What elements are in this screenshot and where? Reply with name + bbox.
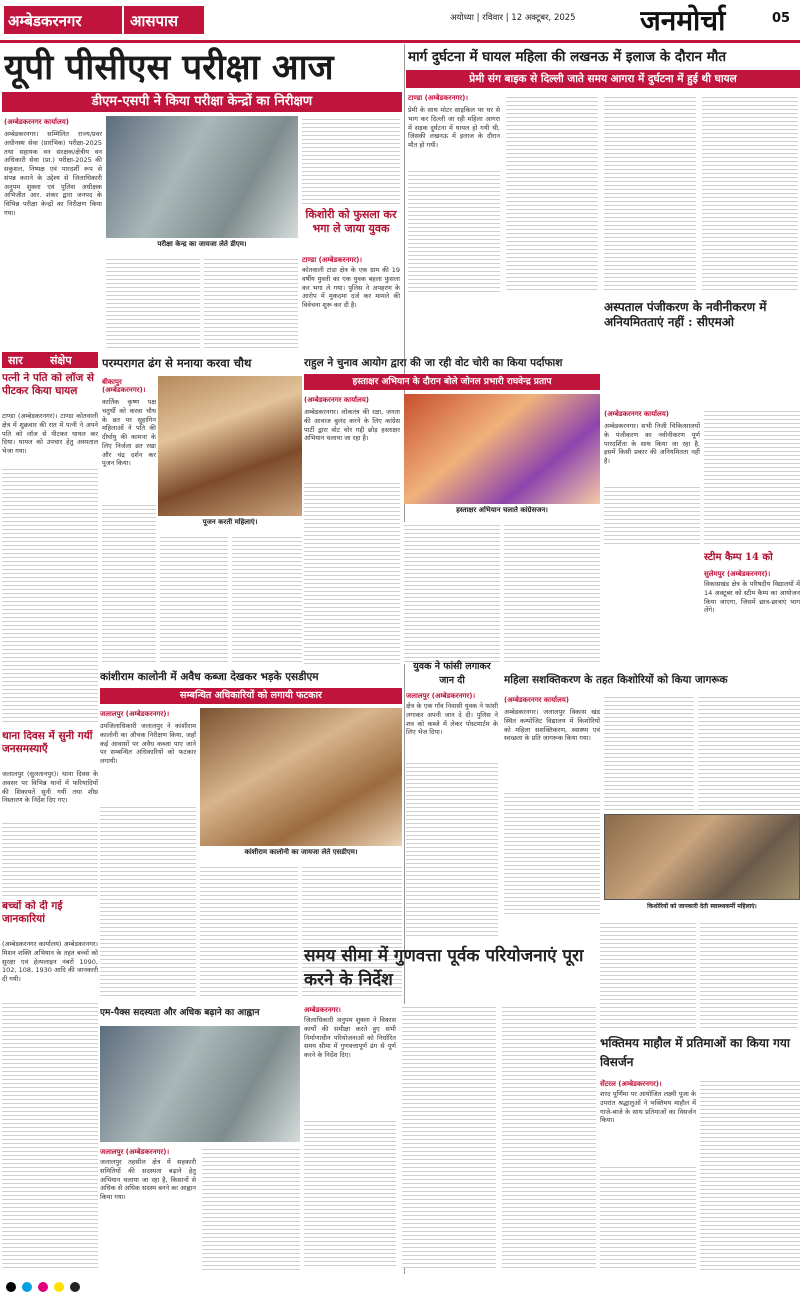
steam-story: [704, 550, 800, 666]
lower-right-col-1: [600, 920, 696, 1030]
yellow-swatch-icon: [54, 1282, 64, 1292]
yuvak-cont: [406, 760, 498, 936]
page-header: [0, 0, 800, 48]
hospital-byline: (अम्बेडकरनगर कार्यालय): [604, 410, 669, 418]
mahila-hospital-subhead: प्रेमी संग बाइक से दिल्ली जाते समय आगरा में दुर्घटना में हुई थी घायल: [406, 70, 800, 88]
kanshiram-body: उपजिलाधिकारी जलालपुर ने कांशीराम कालोनी का औचक निरीक्षण किया, जहाँ कई आवासों पर अवैध कब्जा पाए जाने पर सम्बन्धित अधिकारियों को फटकार लगायी।: [100, 722, 196, 766]
bhakti-cont-2: [700, 1078, 800, 1270]
hospital-cont-2: [704, 408, 800, 546]
lead-headline: यूपी पीसीएस परीक्षा आज: [4, 47, 334, 88]
mpax-body: जलालपुर तहसील क्षेत्र में सहकारी समितियों की सदस्यता बढ़ाने हेतु अभियान चलाया जा रहा है, किसानों से अधिक से अधिक सदस्य बनने का आह्वान किया गया।: [100, 1158, 196, 1202]
karwa-body: कार्तिक कृष्ण पक्ष चतुर्थी को करवा चौथ के व्रत पर सुहागिन महिलाओं ने पति की दीर्घायु की कामना के लिए निर्जला व्रत रखा और चंद्र दर्शन कर पूजन किया।: [102, 398, 156, 468]
gunvatta-headline: समय सीमा में गुणवत्ता पूर्वक परियोजनाएं पूरा करने के निर्देश: [304, 946, 584, 990]
kanshiram-byline: जलालपुर (अम्बेडकरनगर)।: [100, 710, 170, 718]
saar-tag-1: सार: [8, 354, 23, 367]
mahila-hospital-headline: मार्ग दुर्घटना में घायल महिला की लखनऊ में इलाज के दौरान मौत: [408, 49, 727, 65]
saar-item-2-body: जलालपुर (सुलतानपुर)। थाना दिवस के अवसर पर विभिन्न थानों में फरियादियों की शिकायतें सुनी गयीं तथा शीघ्र निस्तारण के निर्देश दिए गए।: [2, 770, 98, 805]
rahul-cont-2: [404, 522, 500, 664]
mahila-shakti-photo: [604, 814, 800, 900]
lead-photo: [106, 116, 298, 238]
steam-body: विकासखंड क्षेत्र के परिषदीय विद्यालयों में 14 अक्टूबर को स्टीम कैम्प का आयोजन किया जाएगा, जिसमें छात्र-छात्राएं भाग लेंगे।: [704, 580, 800, 615]
mahila-hospital-byline: टाण्डा (अम्बेडकरनगर)।: [408, 94, 469, 102]
kishori-byline: टाण्डा (अम्बेडकरनगर)।: [302, 256, 363, 264]
gunvatta-cont-1: [304, 1118, 396, 1268]
black-swatch-icon: [70, 1282, 80, 1292]
rahul-body: अम्बेडकरनगर। लोकतंत्र की रक्षा, जनता की आवाज बुलंद करने के लिए कांग्रेस पार्टी द्वारा वोट चोर गद्दी छोड़ हस्ताक्षर अभियान चलाया जा रहा है।: [304, 408, 400, 443]
rahul-cont-3: [504, 522, 600, 664]
saar-item-3-cont: [2, 1000, 98, 1270]
karwa-story: [102, 352, 302, 668]
yuvak-byline: जलालपुर (अम्बेडकरनगर)।: [406, 692, 476, 700]
karwa-cont-1: [102, 502, 156, 664]
bhakti-headline: भक्तिमय माहौल में प्रतिमाओं का किया गया विसर्जन: [600, 1036, 790, 1069]
gunvatta-cont-2: [402, 1004, 496, 1268]
saar-item-3-body: (अम्बेडकरनगर कार्यालय) अम्बेडकरनगर। मिशन शक्ति अभियान के तहत बच्चों को सुरक्षा एवं हेल्पलाइन नंबरों 1090, 102, 108, 1930 आदि की जानकारी दी गयी।: [2, 940, 98, 984]
yuvak-body: क्षेत्र के एक गाँव निवासी युवक ने फांसी लगाकर अपनी जान दे दी। पुलिस ने शव को कब्जे में लेकर पोस्टमार्टम के लिए भेज दिया।: [406, 702, 498, 737]
rahul-story: [304, 298, 600, 668]
saar-item-1-headline: पत्नी ने पति को लॉज से पीटकर किया घायल: [2, 372, 95, 397]
hospital-cont-1: [604, 484, 700, 546]
kishori-body: कोतवाली टांडा क्षेत्र के एक ग्राम की 19 वर्षीय युवती का एक युवक बहला फुसला कर भगा ले गया। पुलिस ने अपहरण के आरोप में मुकदमा दर्ज कर मामले की विवेचना शुरू कर दी है।: [302, 266, 400, 310]
print-registration-bar: [0, 1279, 800, 1295]
hospital-headline: अस्पताल पंजीकरण के नवीनीकरण में अनियमितताएं नहीं : सीएमओ: [604, 300, 767, 329]
saar-item-1-cont: [2, 466, 98, 722]
lead-byline: (अम्बेडकरनगर कार्यालय): [4, 118, 69, 126]
section-name: अम्बेडकरनगर: [8, 12, 82, 30]
mpax-photo: [100, 1026, 300, 1142]
gunvatta-byline: अम्बेडकरनगर।: [304, 1006, 341, 1014]
mahila-hospital-col2: [506, 94, 598, 292]
mpax-cont: [202, 1146, 300, 1270]
header-rule: [0, 40, 800, 43]
gunvatta-cont-3: [502, 1004, 596, 1268]
saar-item-2-headline: थाना दिवस में सुनी गयीं जनसमस्याएँ: [2, 730, 93, 755]
kanshiram-subhead: सम्बन्धित अधिकारियों को लगायी फटकार: [100, 688, 402, 704]
mahila-hospital-col1: [408, 168, 500, 292]
registration-mark-icon: [6, 1282, 16, 1292]
lead-body: अम्बेडकरनगर। सम्मिलित राज्य/प्रवर अधीनस्थ सेवा (प्रारंभिक) परीक्षा-2025 तथा सहायक वन संरक्षक/क्षेत्रीय वन अधिकारी सेवा (प्रा.) परीक्षा-2025 की सकुशल, निष्पक्ष एवं पारदर्शी रूप से संपन्न कराने के उद्देश्य से जिलाधिकारी अनुपम शुक्ला एवं पुलिस अधीक्षक अभिजीत आर. शंकर द्वारा जनपद के विभिन्न परीक्षा केन्द्रों का निरीक्षण किया गया।: [4, 130, 102, 217]
mahila-shakti-photo-caption: किशोरियों को जानकारी देती स्वास्थ्यकर्मी महिलाएं।: [647, 903, 757, 910]
karwa-photo-caption: पूजन करती महिलाएं।: [202, 518, 258, 526]
mahila-shakti-cont-3: [698, 694, 800, 810]
lead-subhead: डीएम-एसपी ने किया परीक्षा केन्द्रों का निरीक्षण: [2, 92, 402, 112]
rahul-byline: (अम्बेडकरनगर कार्यालय): [304, 396, 369, 404]
saar-item-3-headline: बच्चों को दी गई जानकारियां: [2, 900, 63, 925]
karwa-cont-3: [232, 534, 302, 664]
rahul-cont-1: [304, 480, 400, 664]
karwa-headline: परम्परागत ढंग से मनाया करवा चौथ: [102, 356, 252, 370]
page-number: 05: [772, 11, 791, 26]
mpax-story: [100, 1004, 300, 1274]
hospital-body: अम्बेडकरनगर। सभी निजी चिकित्सालयों के पंजीकरण का नवीनीकरण पूर्ण पारदर्शिता के साथ किया जा रहा है, इसमें किसी प्रकार की अनियमितता नहीं है।: [604, 422, 700, 466]
kanshiram-photo: [200, 708, 402, 846]
kishori-headline: किशोरी को फुसला कर भगा ले जाया युवक: [305, 208, 397, 235]
steam-headline: स्टीम कैम्प 14 को: [704, 552, 773, 563]
masthead: जनमोर्चा: [640, 4, 726, 37]
mahila-hospital-body: प्रेमी के साथ मोटर साइकिल पर घर से भाग कर दिल्ली जा रही महिला आगरा में सड़क दुर्घटना में घायल हो गयी थी, जिसकी लखनऊ में इलाज के दौरान मौत हो गयी।: [408, 106, 500, 150]
lead-body-cont-1: [106, 256, 200, 350]
kanshiram-cont-2: [200, 864, 298, 998]
bhakti-byline: सेंटरल (अम्बेडकरनगर)।: [600, 1080, 662, 1088]
cyan-swatch-icon: [22, 1282, 32, 1292]
mahila-shakti-cont-2: [604, 694, 694, 810]
mpax-headline: एम-पैक्स सदस्यता और अधिक बढ़ाने का आह्वान: [100, 1008, 260, 1018]
bhakti-cont-1: [600, 1164, 696, 1270]
kanshiram-photo-caption: कांशीराम कालोनी का जायजा लेते एसडीएम।: [244, 848, 358, 856]
yuvak-story: [404, 660, 500, 940]
kanshiram-headline: कांशीराम कालोनी में अवैध कब्जा देखकर भड़के एसडीएम: [100, 671, 319, 683]
rahul-photo-caption: हस्ताक्षर अभियान चलाते कांग्रेसजन।: [456, 506, 548, 514]
karwa-byline: बीकापुर (अम्बेडकरनगर)।: [102, 378, 146, 394]
karwa-cont-2: [160, 534, 228, 664]
rahul-photo: [404, 394, 600, 504]
lead-body-cont-3: [302, 116, 400, 204]
mahila-hospital-story: [406, 44, 800, 296]
saar-item-2-cont: [2, 820, 98, 896]
gunvatta-body: जिलाधिकारी अनुपम शुक्ला ने विकास कार्यों की समीक्षा करते हुए सभी निर्माणाधीन परियोजनाओं को निर्धारित समय सीमा में गुणवत्तापूर्ण ढंग से पूर्ण करने के निर्देश दिए।: [304, 1016, 396, 1060]
kanshiram-cont-1: [100, 804, 196, 998]
gunvatta-story: [304, 944, 596, 1274]
mahila-shakti-story: [504, 668, 800, 916]
lead-photo-caption: परीक्षा केन्द्र का जायजा लेते डीएम।: [157, 240, 247, 248]
lower-right-col-2: [700, 920, 798, 1030]
rahul-subhead: हस्ताक्षर अभियान के दौरान बोले जोनल प्रभारी राघवेन्द्र प्रताप: [304, 374, 600, 390]
steam-byline: सुलेमपुर (अम्बेडकरनगर)।: [704, 570, 771, 578]
mahila-shakti-headline: महिला सशक्तिकरण के तहत किशोरियों को किया जागरूक: [504, 674, 728, 686]
mahila-shakti-byline: (अम्बेडकरनगर कार्यालय): [504, 696, 569, 704]
dateline: अयोध्या | रविवार | 12 अक्टूबर, 2025: [450, 13, 576, 23]
mahila-shakti-body: अम्बेडकरनगर। जलालपुर विकास खंड स्थित कम्पोजिट विद्यालय में किशोरियों को महिला सशक्तिकरण, स्वास्थ्य एवं स्वच्छता के प्रति जागरूक किया गया।: [504, 708, 600, 743]
karwa-photo: [158, 376, 302, 516]
hospital-story: [604, 298, 800, 548]
mahila-hospital-col4: [702, 94, 798, 292]
mahila-hospital-col3: [604, 94, 696, 292]
mahila-shakti-cont-1: [504, 790, 600, 914]
bhakti-story: [600, 1034, 800, 1274]
bhakti-body: शरद पूर्णिमा पर आयोजित लक्ष्मी पूजा के उपरांत श्रद्धालुओं ने भक्तिमय माहौल में गाजे-बाजे के साथ प्रतिमाओं का विसर्जन किया।: [600, 1090, 696, 1125]
mpax-byline: जलालपुर (अम्बेडकरनगर)।: [100, 1148, 170, 1156]
rahul-headline: राहुल ने चुनाव आयोग द्वारा की जा रही वोट चोरी का किया पर्दाफाश: [304, 357, 563, 369]
lead-body-cont-2: [204, 256, 298, 350]
subsection-name: आसपास: [130, 12, 179, 30]
saar-column: [2, 352, 98, 1274]
magenta-swatch-icon: [38, 1282, 48, 1292]
yuvak-headline: युवक ने फांसी लगाकर जान दी: [413, 661, 491, 686]
saar-item-1-body: टाण्डा (अम्बेडकरनगर)। टाण्डा कोतवाली क्षेत्र में शुक्रवार की रात में पत्नी ने अपने पति को लॉज से पीटकर घायल कर दिया। घायल को उपचार हेतु अस्पताल भेजा गया।: [2, 412, 98, 456]
saar-tag-2: संक्षेप: [50, 354, 72, 367]
